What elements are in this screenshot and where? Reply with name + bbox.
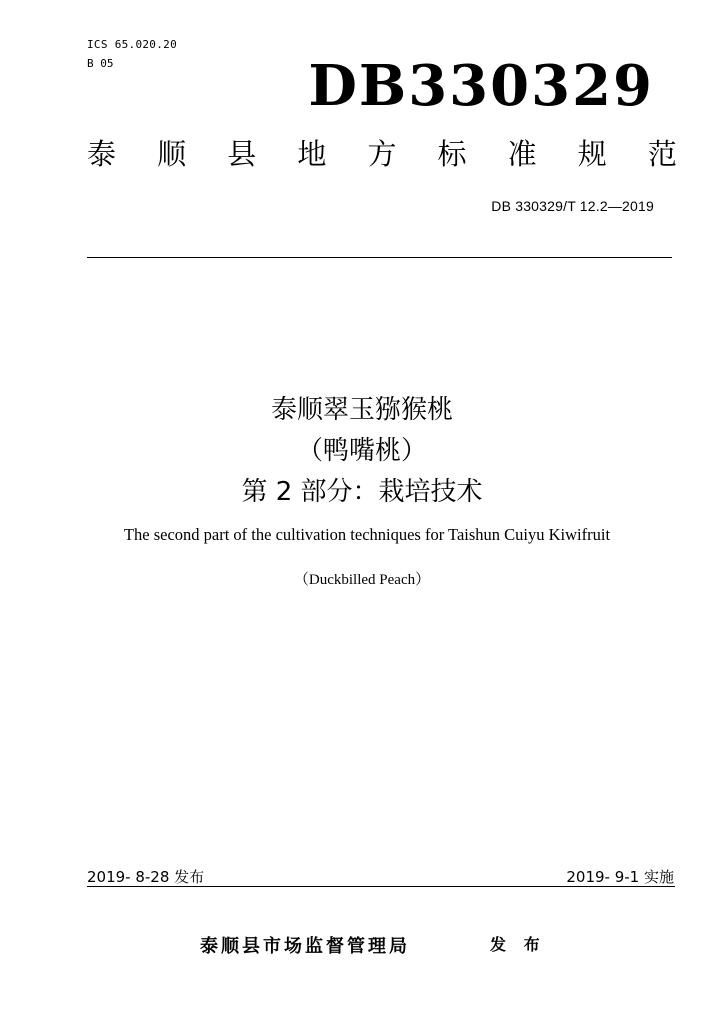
standard-type-char: 准 bbox=[507, 137, 537, 171]
standard-type-char: 顺 bbox=[157, 137, 187, 171]
implementation-date: 2019- 9-1 实施 bbox=[566, 868, 674, 886]
issue-date: 2019- 8-28 发布 bbox=[87, 868, 205, 886]
bottom-divider bbox=[87, 886, 675, 887]
issue-label: 发 布 bbox=[490, 935, 546, 954]
title-line-1: 泰顺翠玉猕猴桃 bbox=[270, 395, 453, 425]
issuing-authority: 泰顺县市场监督管理局 bbox=[200, 936, 410, 957]
standard-type-char: 县 bbox=[227, 137, 257, 171]
title-block bbox=[0, 390, 724, 513]
standard-type-char: 范 bbox=[647, 137, 677, 171]
english-subtitle: （Duckbilled Peach） bbox=[293, 572, 431, 588]
standard-type-char: 规 bbox=[577, 137, 607, 171]
standard-type-char: 地 bbox=[297, 137, 327, 171]
ccs-code: B 05 bbox=[87, 57, 114, 70]
title-line-2: （鸭嘴桃） bbox=[296, 436, 427, 466]
standard-number: DB 330329/T 12.2—2019 bbox=[491, 198, 654, 214]
db-code-heading: DB330329 bbox=[308, 53, 654, 119]
standard-type-char: 方 bbox=[367, 137, 397, 171]
standard-type-char: 标 bbox=[437, 137, 467, 171]
ics-code: ICS 65.020.20 bbox=[87, 38, 177, 51]
standard-type-char: 泰 bbox=[87, 137, 117, 171]
title-line-3: 第 2 部分：栽培技术 bbox=[241, 477, 483, 507]
english-title: The second part of the cultivation techniques for Taishun Cuiyu Kiwifruit bbox=[123, 525, 611, 544]
top-divider bbox=[87, 257, 672, 258]
standard-type-heading bbox=[87, 137, 677, 171]
